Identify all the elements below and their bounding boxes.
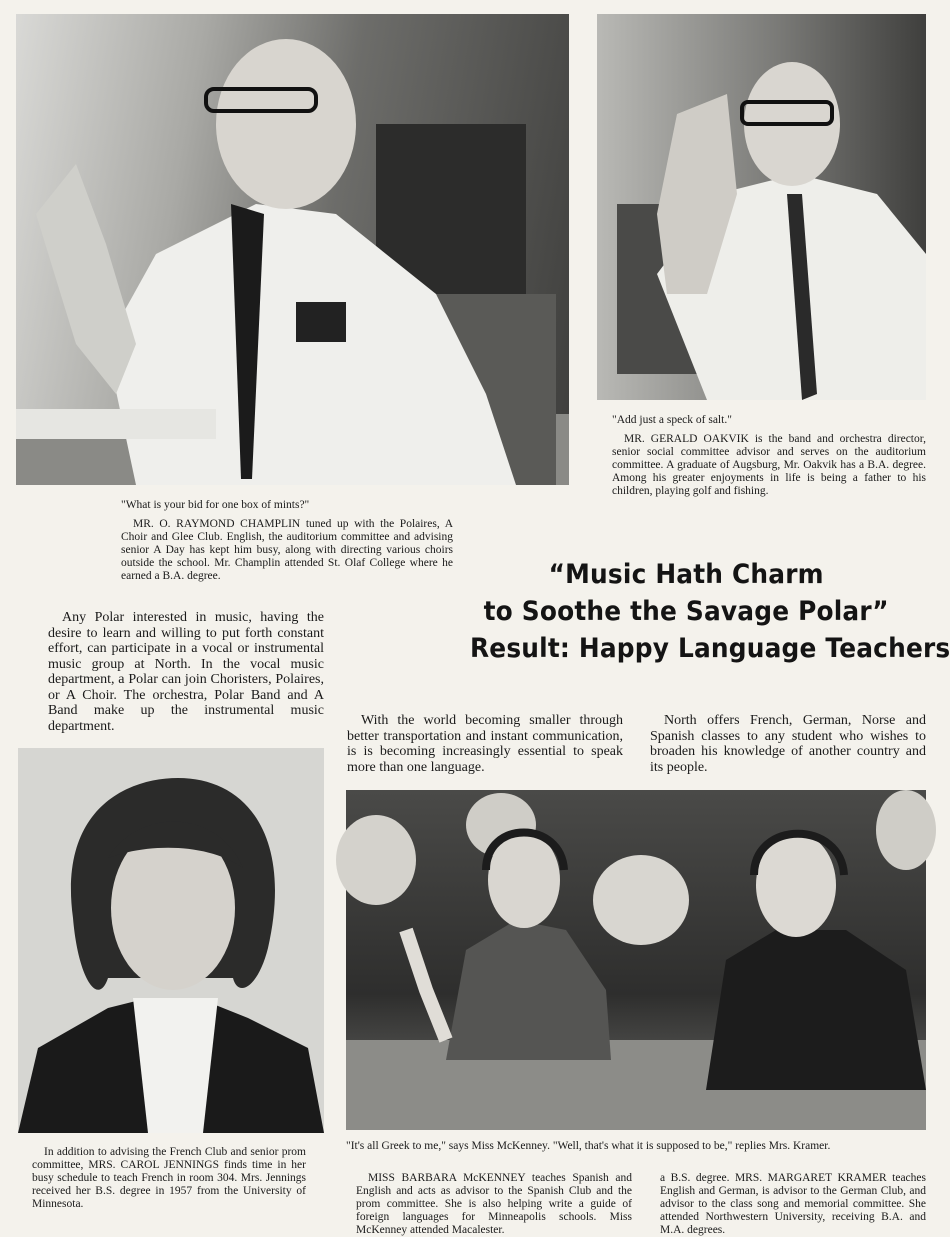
caption-oakvik bbox=[612, 414, 926, 506]
page-headline bbox=[470, 556, 950, 667]
caption-oakvik-body: MR. GERALD OAKVIK is the band and orchestra director, senior social committee advisor and serves on the auditorium committee. A graduate of Augsburg, Mr. Oakvik has a B.A. degree. Among his greater enjoyments in life is being a father to his children, playing golf and fishing. bbox=[612, 433, 926, 497]
caption-lab-quote: "It's all Greek to me," says Miss McKenney. "Well, that's what it is supposed to be," replies Mrs. Kramer. bbox=[346, 1140, 831, 1152]
caption-kramer: a B.S. degree. MRS. MARGARET KRAMER teaches English and German, is advisor to the German Club, and advisor to the class song and memorial committee. She attended Northwestern University, receiving B.A. and M.A. degrees. bbox=[660, 1172, 926, 1236]
headline-line-2: to Soothe the Savage Polar” bbox=[483, 596, 889, 627]
body-music-paragraph: Any Polar interested in music, having the desire to learn and willing to put forth constant effort, can participate in a vocal or instrumental music group at North. In the vocal music department, a Polar can join Choristers, Polaires, or A Choir. The orchestra, Polar Band and A Band make up the instrumental music department. bbox=[48, 610, 324, 734]
photo-language-lab bbox=[346, 790, 926, 1130]
headline-line-3: Result: Happy Language Teachers bbox=[470, 633, 950, 664]
oakvik-figure-illustration bbox=[597, 14, 926, 400]
caption-mckenney: MISS BARBARA McKENNEY teaches Spanish and English and acts as advisor to the Spanish Club and the prom committee. She is also helping write a guide of foreign languages for Minneapolis schools. Miss McKenney attended Macalester. bbox=[356, 1172, 632, 1236]
photo-champlin bbox=[16, 14, 569, 485]
champlin-figure-illustration bbox=[16, 14, 569, 485]
caption-champlin-body: MR. O. RAYMOND CHAMPLIN tuned up with the Polaires, A Choir and Glee Club. English, the auditorium committee and advising senior A Day has kept him busy, along with directing various choirs outside the school. Mr. Champlin attended St. Olaf College where he earned a B.A. degree. bbox=[121, 518, 453, 582]
caption-jennings: In addition to advising the French Club and senior prom committee, MRS. CAROL JENNINGS finds time in her busy schedule to teach French in room 304. Mrs. Jennings received her B.S. degree in 1957 from the University of Minnesota. bbox=[32, 1146, 306, 1210]
photo-jennings bbox=[18, 748, 324, 1133]
caption-champlin-quote: "What is your bid for one box of mints?" bbox=[121, 499, 310, 511]
photo-oakvik bbox=[597, 14, 926, 400]
caption-champlin bbox=[121, 499, 453, 583]
headline-line-1: “Music Hath Charm bbox=[548, 559, 824, 590]
body-language-left: With the world becoming smaller through better transportation and instant communication, is is becoming increasingly essential to speak more than one language. bbox=[347, 713, 623, 775]
jennings-portrait-illustration bbox=[18, 748, 324, 1133]
language-lab-illustration bbox=[346, 790, 926, 1130]
body-language-right: North offers French, German, Norse and Spanish classes to any student who wishes to broaden his knowledge of another country and its people. bbox=[650, 713, 926, 775]
caption-oakvik-quote: "Add just a speck of salt." bbox=[612, 414, 732, 426]
